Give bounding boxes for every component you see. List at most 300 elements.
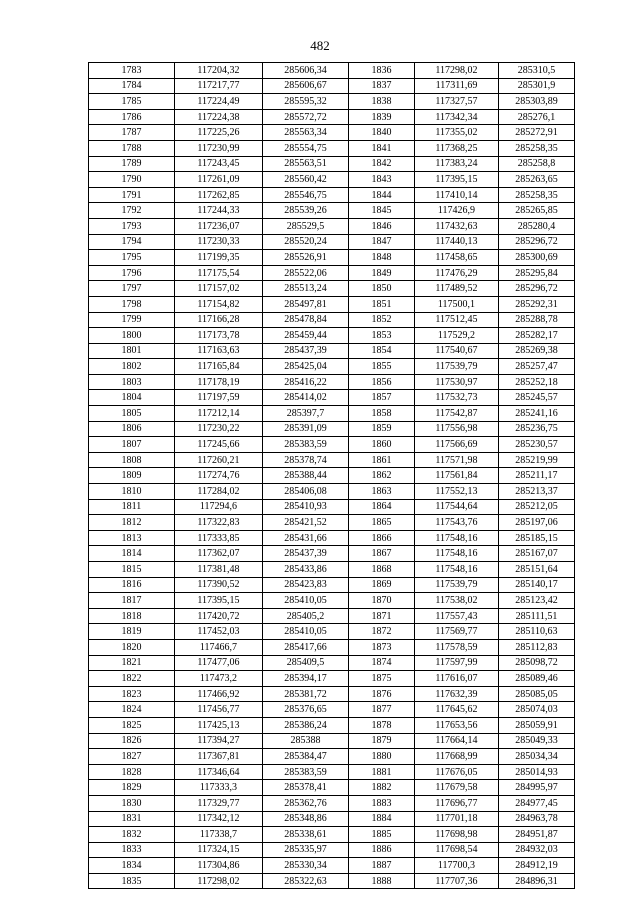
point-number-cell: 1819 <box>89 624 175 640</box>
y-coordinate-cell: 285236,75 <box>499 421 575 437</box>
point-number-cell: 1816 <box>89 577 175 593</box>
x-coordinate-cell: 117500,1 <box>415 296 499 312</box>
x-coordinate-cell: 117284,02 <box>175 484 263 500</box>
y-coordinate-cell: 285219,99 <box>499 452 575 468</box>
x-coordinate-cell: 117561,84 <box>415 468 499 484</box>
y-coordinate-cell: 285383,59 <box>263 437 349 453</box>
table-row <box>89 187 575 203</box>
point-number-cell: 1862 <box>349 468 415 484</box>
x-coordinate-cell: 117327,57 <box>415 94 499 110</box>
y-coordinate-cell: 285258,8 <box>499 156 575 172</box>
table-row <box>89 125 575 141</box>
point-number-cell: 1850 <box>349 281 415 297</box>
y-coordinate-cell: 285378,74 <box>263 452 349 468</box>
y-coordinate-cell: 285421,52 <box>263 515 349 531</box>
y-coordinate-cell: 285269,38 <box>499 343 575 359</box>
x-coordinate-cell: 117243,45 <box>175 156 263 172</box>
table-row <box>89 437 575 453</box>
x-coordinate-cell: 117298,02 <box>175 873 263 889</box>
x-coordinate-cell: 117244,33 <box>175 203 263 219</box>
point-number-cell: 1864 <box>349 499 415 515</box>
point-number-cell: 1818 <box>89 608 175 624</box>
point-number-cell: 1839 <box>349 109 415 125</box>
point-number-cell: 1803 <box>89 374 175 390</box>
x-coordinate-cell: 117679,58 <box>415 780 499 796</box>
x-coordinate-cell: 117456,77 <box>175 702 263 718</box>
x-coordinate-cell: 117539,79 <box>415 359 499 375</box>
x-coordinate-cell: 117199,35 <box>175 250 263 266</box>
point-number-cell: 1834 <box>89 858 175 874</box>
x-coordinate-cell: 117476,29 <box>415 265 499 281</box>
x-coordinate-cell: 117204,32 <box>175 63 263 79</box>
x-coordinate-cell: 117329,77 <box>175 795 263 811</box>
y-coordinate-cell: 285388 <box>263 733 349 749</box>
x-coordinate-cell: 117165,84 <box>175 359 263 375</box>
y-coordinate-cell: 285322,63 <box>263 873 349 889</box>
point-number-cell: 1793 <box>89 218 175 234</box>
y-coordinate-cell: 284912,19 <box>499 858 575 874</box>
y-coordinate-cell: 285606,67 <box>263 78 349 94</box>
x-coordinate-cell: 117368,25 <box>415 140 499 156</box>
point-number-cell: 1877 <box>349 702 415 718</box>
x-coordinate-cell: 117333,85 <box>175 530 263 546</box>
point-number-cell: 1813 <box>89 530 175 546</box>
table-row <box>89 873 575 889</box>
point-number-cell: 1821 <box>89 655 175 671</box>
point-number-cell: 1805 <box>89 406 175 422</box>
x-coordinate-cell: 117311,69 <box>415 78 499 94</box>
y-coordinate-cell: 285383,59 <box>263 764 349 780</box>
x-coordinate-cell: 117217,77 <box>175 78 263 94</box>
table-row <box>89 546 575 562</box>
y-coordinate-cell: 285431,66 <box>263 530 349 546</box>
point-number-cell: 1828 <box>89 764 175 780</box>
y-coordinate-cell: 285295,84 <box>499 265 575 281</box>
y-coordinate-cell: 285241,16 <box>499 406 575 422</box>
y-coordinate-cell: 284995,97 <box>499 780 575 796</box>
point-number-cell: 1859 <box>349 421 415 437</box>
point-number-cell: 1797 <box>89 281 175 297</box>
point-number-cell: 1788 <box>89 140 175 156</box>
point-number-cell: 1786 <box>89 109 175 125</box>
x-coordinate-cell: 117571,98 <box>415 452 499 468</box>
point-number-cell: 1807 <box>89 437 175 453</box>
y-coordinate-cell: 285300,69 <box>499 250 575 266</box>
point-number-cell: 1802 <box>89 359 175 375</box>
table-row <box>89 827 575 843</box>
point-number-cell: 1817 <box>89 593 175 609</box>
point-number-cell: 1829 <box>89 780 175 796</box>
point-number-cell: 1880 <box>349 749 415 765</box>
x-coordinate-cell: 117157,02 <box>175 281 263 297</box>
y-coordinate-cell: 285212,05 <box>499 499 575 515</box>
point-number-cell: 1840 <box>349 125 415 141</box>
x-coordinate-cell: 117532,73 <box>415 390 499 406</box>
y-coordinate-cell: 285410,05 <box>263 593 349 609</box>
table-row <box>89 671 575 687</box>
x-coordinate-cell: 117178,19 <box>175 374 263 390</box>
point-number-cell: 1809 <box>89 468 175 484</box>
table-row <box>89 343 575 359</box>
y-coordinate-cell: 285376,65 <box>263 702 349 718</box>
y-coordinate-cell: 285211,17 <box>499 468 575 484</box>
table-row <box>89 250 575 266</box>
y-coordinate-cell: 285014,93 <box>499 764 575 780</box>
point-number-cell: 1787 <box>89 125 175 141</box>
y-coordinate-cell: 285296,72 <box>499 281 575 297</box>
y-coordinate-cell: 285258,35 <box>499 140 575 156</box>
y-coordinate-cell: 285272,91 <box>499 125 575 141</box>
x-coordinate-cell: 117355,02 <box>415 125 499 141</box>
point-number-cell: 1801 <box>89 343 175 359</box>
y-coordinate-cell: 285437,39 <box>263 343 349 359</box>
table-row <box>89 484 575 500</box>
y-coordinate-cell: 285572,72 <box>263 109 349 125</box>
x-coordinate-cell: 117274,76 <box>175 468 263 484</box>
x-coordinate-cell: 117163,63 <box>175 343 263 359</box>
x-coordinate-cell: 117548,16 <box>415 530 499 546</box>
y-coordinate-cell: 285335,97 <box>263 842 349 858</box>
point-number-cell: 1886 <box>349 842 415 858</box>
x-coordinate-cell: 117175,54 <box>175 265 263 281</box>
x-coordinate-cell: 117542,87 <box>415 406 499 422</box>
x-coordinate-cell: 117225,26 <box>175 125 263 141</box>
x-coordinate-cell: 117698,54 <box>415 842 499 858</box>
table-row <box>89 359 575 375</box>
x-coordinate-cell: 117489,52 <box>415 281 499 297</box>
point-number-cell: 1853 <box>349 328 415 344</box>
point-number-cell: 1844 <box>349 187 415 203</box>
table-row <box>89 234 575 250</box>
y-coordinate-cell: 285437,39 <box>263 546 349 562</box>
coordinates-table <box>88 62 575 889</box>
point-number-cell: 1808 <box>89 452 175 468</box>
y-coordinate-cell: 285459,44 <box>263 328 349 344</box>
point-number-cell: 1887 <box>349 858 415 874</box>
x-coordinate-cell: 117166,28 <box>175 312 263 328</box>
x-coordinate-cell: 117701,18 <box>415 811 499 827</box>
point-number-cell: 1832 <box>89 827 175 843</box>
y-coordinate-cell: 284896,31 <box>499 873 575 889</box>
point-number-cell: 1784 <box>89 78 175 94</box>
table-row <box>89 593 575 609</box>
table-row <box>89 858 575 874</box>
y-coordinate-cell: 285167,07 <box>499 546 575 562</box>
x-coordinate-cell: 117466,7 <box>175 639 263 655</box>
y-coordinate-cell: 285330,34 <box>263 858 349 874</box>
point-number-cell: 1857 <box>349 390 415 406</box>
table-row <box>89 811 575 827</box>
table-row <box>89 468 575 484</box>
y-coordinate-cell: 285151,64 <box>499 562 575 578</box>
x-coordinate-cell: 117543,76 <box>415 515 499 531</box>
y-coordinate-cell: 285478,84 <box>263 312 349 328</box>
point-number-cell: 1846 <box>349 218 415 234</box>
y-coordinate-cell: 285288,78 <box>499 312 575 328</box>
y-coordinate-cell: 285276,1 <box>499 109 575 125</box>
y-coordinate-cell: 285526,91 <box>263 250 349 266</box>
y-coordinate-cell: 284977,45 <box>499 795 575 811</box>
x-coordinate-cell: 117473,2 <box>175 671 263 687</box>
x-coordinate-cell: 117569,77 <box>415 624 499 640</box>
x-coordinate-cell: 117664,14 <box>415 733 499 749</box>
point-number-cell: 1865 <box>349 515 415 531</box>
point-number-cell: 1815 <box>89 562 175 578</box>
point-number-cell: 1833 <box>89 842 175 858</box>
y-coordinate-cell: 285362,76 <box>263 795 349 811</box>
point-number-cell: 1851 <box>349 296 415 312</box>
y-coordinate-cell: 285292,31 <box>499 296 575 312</box>
y-coordinate-cell: 285112,83 <box>499 639 575 655</box>
point-number-cell: 1849 <box>349 265 415 281</box>
y-coordinate-cell: 285123,42 <box>499 593 575 609</box>
point-number-cell: 1847 <box>349 234 415 250</box>
y-coordinate-cell: 285110,63 <box>499 624 575 640</box>
point-number-cell: 1874 <box>349 655 415 671</box>
table-row <box>89 717 575 733</box>
y-coordinate-cell: 285513,24 <box>263 281 349 297</box>
table-row <box>89 655 575 671</box>
x-coordinate-cell: 117539,79 <box>415 577 499 593</box>
table-row <box>89 780 575 796</box>
y-coordinate-cell: 285563,34 <box>263 125 349 141</box>
y-coordinate-cell: 285230,57 <box>499 437 575 453</box>
x-coordinate-cell: 117668,99 <box>415 749 499 765</box>
x-coordinate-cell: 117420,72 <box>175 608 263 624</box>
point-number-cell: 1878 <box>349 717 415 733</box>
x-coordinate-cell: 117452,03 <box>175 624 263 640</box>
y-coordinate-cell: 285059,91 <box>499 717 575 733</box>
point-number-cell: 1826 <box>89 733 175 749</box>
point-number-cell: 1848 <box>349 250 415 266</box>
x-coordinate-cell: 117224,49 <box>175 94 263 110</box>
x-coordinate-cell: 117367,81 <box>175 749 263 765</box>
point-number-cell: 1842 <box>349 156 415 172</box>
point-number-cell: 1869 <box>349 577 415 593</box>
x-coordinate-cell: 117390,52 <box>175 577 263 593</box>
table-row <box>89 562 575 578</box>
x-coordinate-cell: 117548,16 <box>415 562 499 578</box>
x-coordinate-cell: 117432,63 <box>415 218 499 234</box>
y-coordinate-cell: 285378,41 <box>263 780 349 796</box>
point-number-cell: 1845 <box>349 203 415 219</box>
point-number-cell: 1792 <box>89 203 175 219</box>
y-coordinate-cell: 285497,81 <box>263 296 349 312</box>
x-coordinate-cell: 117566,69 <box>415 437 499 453</box>
y-coordinate-cell: 285245,57 <box>499 390 575 406</box>
page-number: 482 <box>310 38 330 53</box>
y-coordinate-cell: 285388,44 <box>263 468 349 484</box>
point-number-cell: 1837 <box>349 78 415 94</box>
y-coordinate-cell: 285301,9 <box>499 78 575 94</box>
x-coordinate-cell: 117395,15 <box>175 593 263 609</box>
y-coordinate-cell: 285263,65 <box>499 172 575 188</box>
point-number-cell: 1823 <box>89 686 175 702</box>
table-row <box>89 733 575 749</box>
point-number-cell: 1888 <box>349 873 415 889</box>
table-row <box>89 172 575 188</box>
point-number-cell: 1831 <box>89 811 175 827</box>
x-coordinate-cell: 117298,02 <box>415 63 499 79</box>
table-row <box>89 78 575 94</box>
y-coordinate-cell: 285213,37 <box>499 484 575 500</box>
y-coordinate-cell: 285522,06 <box>263 265 349 281</box>
x-coordinate-cell: 117616,07 <box>415 671 499 687</box>
table-row <box>89 156 575 172</box>
point-number-cell: 1798 <box>89 296 175 312</box>
y-coordinate-cell: 285539,26 <box>263 203 349 219</box>
y-coordinate-cell: 285405,2 <box>263 608 349 624</box>
point-number-cell: 1825 <box>89 717 175 733</box>
y-coordinate-cell: 285111,51 <box>499 608 575 624</box>
table-row <box>89 702 575 718</box>
table-row <box>89 499 575 515</box>
x-coordinate-cell: 117544,64 <box>415 499 499 515</box>
y-coordinate-cell: 285303,89 <box>499 94 575 110</box>
y-coordinate-cell: 285595,32 <box>263 94 349 110</box>
y-coordinate-cell: 285560,42 <box>263 172 349 188</box>
point-number-cell: 1794 <box>89 234 175 250</box>
x-coordinate-cell: 117425,13 <box>175 717 263 733</box>
y-coordinate-cell: 285381,72 <box>263 686 349 702</box>
y-coordinate-cell: 285098,72 <box>499 655 575 671</box>
y-coordinate-cell: 285546,75 <box>263 187 349 203</box>
table-row <box>89 608 575 624</box>
y-coordinate-cell: 285386,24 <box>263 717 349 733</box>
point-number-cell: 1811 <box>89 499 175 515</box>
x-coordinate-cell: 117466,92 <box>175 686 263 702</box>
y-coordinate-cell: 285417,66 <box>263 639 349 655</box>
y-coordinate-cell: 285074,03 <box>499 702 575 718</box>
x-coordinate-cell: 117261,09 <box>175 172 263 188</box>
table-row <box>89 686 575 702</box>
x-coordinate-cell: 117236,07 <box>175 218 263 234</box>
point-number-cell: 1858 <box>349 406 415 422</box>
table-row <box>89 63 575 79</box>
x-coordinate-cell: 117426,9 <box>415 203 499 219</box>
table-row <box>89 639 575 655</box>
x-coordinate-cell: 117552,13 <box>415 484 499 500</box>
x-coordinate-cell: 117529,2 <box>415 328 499 344</box>
y-coordinate-cell: 285410,93 <box>263 499 349 515</box>
table-row <box>89 390 575 406</box>
x-coordinate-cell: 117556,98 <box>415 421 499 437</box>
x-coordinate-cell: 117333,3 <box>175 780 263 796</box>
table-row <box>89 328 575 344</box>
table-row <box>89 265 575 281</box>
point-number-cell: 1868 <box>349 562 415 578</box>
y-coordinate-cell: 285296,72 <box>499 234 575 250</box>
x-coordinate-cell: 117410,14 <box>415 187 499 203</box>
x-coordinate-cell: 117322,83 <box>175 515 263 531</box>
point-number-cell: 1814 <box>89 546 175 562</box>
x-coordinate-cell: 117707,36 <box>415 873 499 889</box>
x-coordinate-cell: 117381,48 <box>175 562 263 578</box>
y-coordinate-cell: 285185,15 <box>499 530 575 546</box>
table-row <box>89 421 575 437</box>
y-coordinate-cell: 285258,35 <box>499 187 575 203</box>
point-number-cell: 1835 <box>89 873 175 889</box>
x-coordinate-cell: 117212,14 <box>175 406 263 422</box>
x-coordinate-cell: 117324,15 <box>175 842 263 858</box>
point-number-cell: 1827 <box>89 749 175 765</box>
y-coordinate-cell: 285089,46 <box>499 671 575 687</box>
y-coordinate-cell: 285384,47 <box>263 749 349 765</box>
y-coordinate-cell: 285140,17 <box>499 577 575 593</box>
x-coordinate-cell: 117197,59 <box>175 390 263 406</box>
table-row <box>89 203 575 219</box>
x-coordinate-cell: 117262,85 <box>175 187 263 203</box>
x-coordinate-cell: 117304,86 <box>175 858 263 874</box>
table-row <box>89 842 575 858</box>
y-coordinate-cell: 285397,7 <box>263 406 349 422</box>
table-row <box>89 94 575 110</box>
table-row <box>89 281 575 297</box>
table-row <box>89 296 575 312</box>
point-number-cell: 1822 <box>89 671 175 687</box>
point-number-cell: 1812 <box>89 515 175 531</box>
y-coordinate-cell: 285554,75 <box>263 140 349 156</box>
point-number-cell: 1789 <box>89 156 175 172</box>
x-coordinate-cell: 117540,67 <box>415 343 499 359</box>
coordinates-table-body <box>89 63 575 889</box>
point-number-cell: 1783 <box>89 63 175 79</box>
point-number-cell: 1867 <box>349 546 415 562</box>
y-coordinate-cell: 285425,04 <box>263 359 349 375</box>
table-row <box>89 406 575 422</box>
point-number-cell: 1879 <box>349 733 415 749</box>
point-number-cell: 1796 <box>89 265 175 281</box>
y-coordinate-cell: 285606,34 <box>263 63 349 79</box>
x-coordinate-cell: 117230,33 <box>175 234 263 250</box>
point-number-cell: 1824 <box>89 702 175 718</box>
x-coordinate-cell: 117477,06 <box>175 655 263 671</box>
x-coordinate-cell: 117383,24 <box>415 156 499 172</box>
point-number-cell: 1866 <box>349 530 415 546</box>
table-row <box>89 795 575 811</box>
table-row <box>89 749 575 765</box>
y-coordinate-cell: 285433,86 <box>263 562 349 578</box>
y-coordinate-cell: 285409,5 <box>263 655 349 671</box>
y-coordinate-cell: 285310,5 <box>499 63 575 79</box>
table-row <box>89 515 575 531</box>
x-coordinate-cell: 117597,99 <box>415 655 499 671</box>
x-coordinate-cell: 117346,64 <box>175 764 263 780</box>
point-number-cell: 1871 <box>349 608 415 624</box>
point-number-cell: 1820 <box>89 639 175 655</box>
y-coordinate-cell: 285338,61 <box>263 827 349 843</box>
x-coordinate-cell: 117338,7 <box>175 827 263 843</box>
point-number-cell: 1841 <box>349 140 415 156</box>
y-coordinate-cell: 284932,03 <box>499 842 575 858</box>
point-number-cell: 1882 <box>349 780 415 796</box>
point-number-cell: 1856 <box>349 374 415 390</box>
table-row <box>89 624 575 640</box>
x-coordinate-cell: 117154,82 <box>175 296 263 312</box>
point-number-cell: 1876 <box>349 686 415 702</box>
y-coordinate-cell: 284951,87 <box>499 827 575 843</box>
x-coordinate-cell: 117260,21 <box>175 452 263 468</box>
point-number-cell: 1854 <box>349 343 415 359</box>
y-coordinate-cell: 285034,34 <box>499 749 575 765</box>
point-number-cell: 1873 <box>349 639 415 655</box>
point-number-cell: 1863 <box>349 484 415 500</box>
x-coordinate-cell: 117700,3 <box>415 858 499 874</box>
y-coordinate-cell: 285406,08 <box>263 484 349 500</box>
point-number-cell: 1860 <box>349 437 415 453</box>
y-coordinate-cell: 285391,09 <box>263 421 349 437</box>
x-coordinate-cell: 117294,6 <box>175 499 263 515</box>
